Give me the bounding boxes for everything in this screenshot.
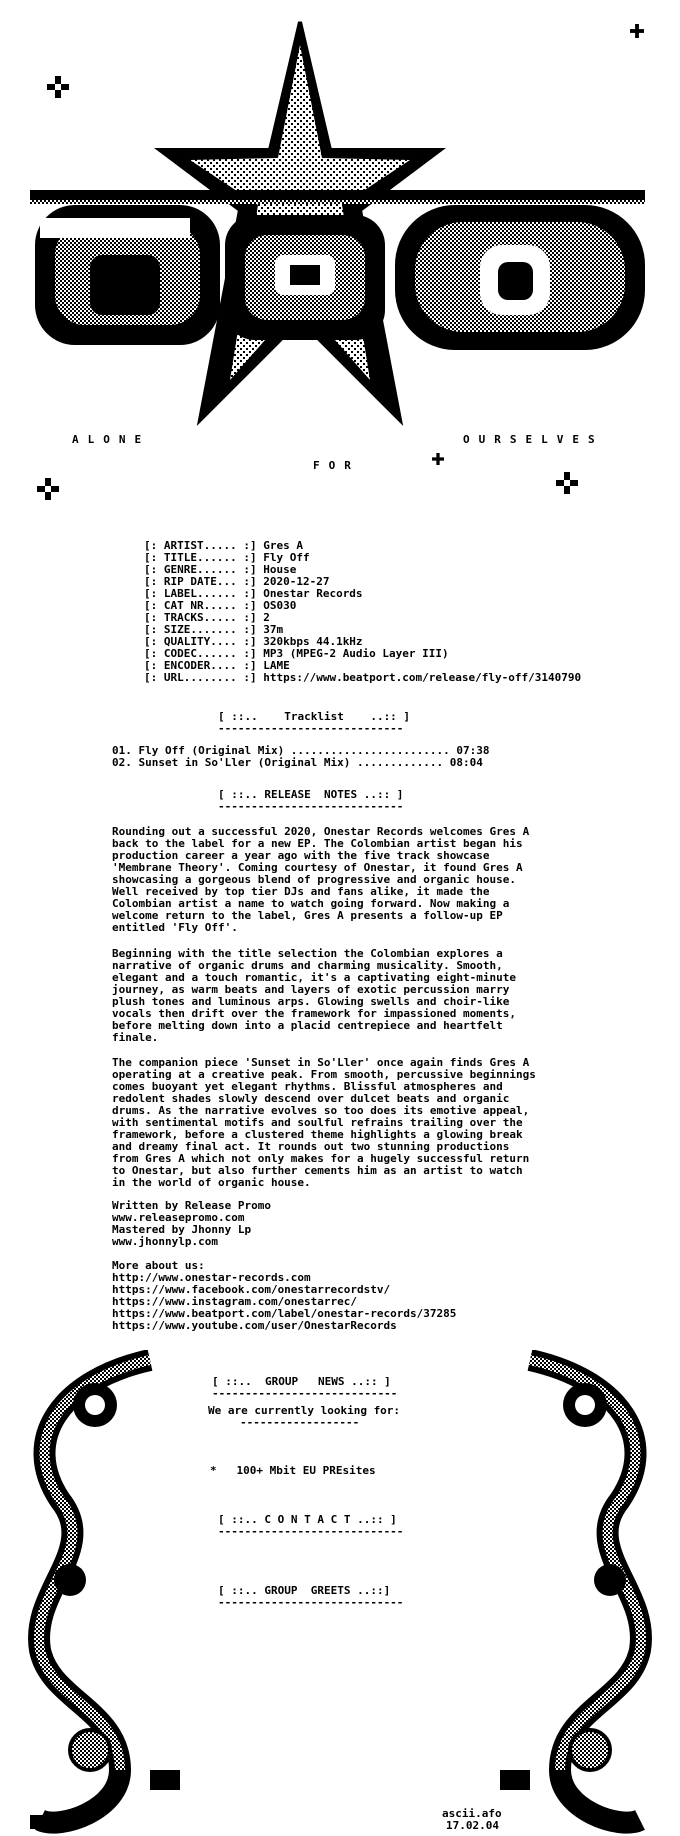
- notes-header: [ ::.. RELEASE NOTES ..:: ]: [218, 788, 404, 801]
- logo-word-ourselves: OURSELVES: [463, 433, 604, 446]
- sparkle-icon: [556, 472, 578, 494]
- meta-label: [: GENRE...... :]: [144, 563, 257, 576]
- group-news-rule: ----------------------------: [212, 1387, 398, 1400]
- tracklist-header: [ ::.. Tracklist ..:: ]: [218, 710, 411, 723]
- meta-value: 2: [263, 611, 270, 624]
- meta-label: [: CAT NR..... :]: [144, 599, 257, 612]
- group-news-header: [ ::.. GROUP NEWS ..:: ]: [212, 1375, 391, 1388]
- meta-label: [: SIZE....... :]: [144, 623, 257, 636]
- logo-word-for: FOR: [313, 459, 360, 472]
- meta-value: Fly Off: [263, 551, 310, 564]
- meta-value: LAME: [263, 659, 290, 672]
- meta-value: House: [263, 563, 297, 576]
- credits: Written by Release Promo www.releasepromo.com Mastered by Jhonny Lp www.jhonnylp.com: [112, 1199, 271, 1248]
- meta-label: [: ARTIST..... :]: [144, 539, 257, 552]
- meta-label: [: CODEC...... :]: [144, 647, 257, 660]
- release-meta: [144, 540, 581, 684]
- meta-value: Gres A: [263, 539, 303, 552]
- sparkle-icon: [432, 453, 444, 465]
- meta-value: MP3 (MPEG-2 Audio Layer III): [263, 647, 449, 660]
- meta-value: Onestar Records: [263, 587, 363, 600]
- sparkle-icon: [630, 24, 644, 38]
- notes-paragraph: Beginning with the title selection the Colombian explores a narrative of organic drums and charming musicality. Smooth, elegant and a touch romantic, it's a captivating eight-minute journey, as warm beats and layers of exotic percussion marry plush tones and luminous arps. Glowing swells and choir-like vocals then drift over the framework for impassioned moments, before melting down into a placid centrepiece and heartfelt finale.: [112, 947, 516, 1044]
- swirl-ornament-left: [0, 1350, 200, 1836]
- afo-logo: [0, 0, 680, 500]
- meta-value: OS030: [263, 599, 297, 612]
- meta-label: [: LABEL...... :]: [144, 587, 257, 600]
- meta-label: [: URL........ :]: [144, 671, 257, 684]
- meta-row: [144, 672, 581, 684]
- track-item: 02. Sunset in So'Ller (Original Mix) ............. 08:04: [112, 756, 483, 769]
- ascii-date: 17.02.04: [446, 1819, 499, 1832]
- notes-paragraph: Rounding out a successful 2020, Onestar Records welcomes Gres A back to the label for a new EP. The Colombian artist began his production career a year ago with the five track showcase 'Membrane Theory'. Coming courtesy of Onestar, it found Gres A showcasing a gorgeous blend of progressive and organic house. Well received by top tier DJs and fans alike, it made the Colombian artist a name to watch going forward. Now making a welcome return to the label, Gres A presents a follow-up EP entitled 'Fly Off'.: [112, 825, 530, 934]
- looking-for-text: We are currently looking for:: [208, 1404, 401, 1417]
- meta-label: [: RIP DATE... :]: [144, 575, 257, 588]
- meta-label: [: QUALITY.... :]: [144, 635, 257, 648]
- tracklist-rule: ----------------------------: [218, 722, 404, 735]
- meta-value: 320kbps 44.1kHz: [263, 635, 363, 648]
- greets-header: [ ::.. GROUP GREETS ..::]: [218, 1584, 391, 1597]
- looking-for-rule: ------------------: [240, 1416, 360, 1429]
- meta-label: [: TRACKS..... :]: [144, 611, 257, 624]
- sparkle-icon: [47, 76, 69, 98]
- links: More about us: http://www.onestar-records.com https://www.facebook.com/onestarrecordstv/ https://www.instagram.com/onestarrec/ https://www.beatport.com/label/onestar-records/37285 https://www.youtube.com/user/OnestarRecords: [112, 1259, 457, 1332]
- ascii-signature: ascii.afo: [442, 1807, 502, 1820]
- notes-paragraph: The companion piece 'Sunset in So'Ller' once again finds Gres A operating at a creative peak. From smooth, percussive beginnings comes buoyant yet elegant rhythms. Blissful atmospheres and redolent shades slowly descend over dulcet beats and organic drums. As the narrative evolves so too does its emotive appeal, with sentimental motifs and soulful refrains trailing over the framework, before a clustered theme highlights a glowing break and dreamy final act. It rounds out two stunning productions from Gres A which not only makes for a hugely successful return to Onestar, but also further cements him as an artist to watch in the world of organic house.: [112, 1056, 536, 1189]
- meta-value: 2020-12-27: [263, 575, 330, 588]
- greets-rule: ----------------------------: [218, 1596, 404, 1609]
- sparkle-icon: [37, 478, 59, 500]
- track-item: 01. Fly Off (Original Mix) ........................ 07:38: [112, 744, 490, 757]
- meta-value: https://www.beatport.com/release/fly-off/3140790: [263, 671, 582, 684]
- meta-value: 37m: [263, 623, 284, 636]
- looking-for-item: * 100+ Mbit EU PREsites: [210, 1464, 376, 1477]
- meta-label: [: ENCODER.... :]: [144, 659, 257, 672]
- contact-header: [ ::.. C O N T A C T ..:: ]: [218, 1513, 397, 1526]
- notes-rule: ----------------------------: [218, 800, 404, 813]
- contact-rule: ----------------------------: [218, 1525, 404, 1538]
- meta-label: [: TITLE...... :]: [144, 551, 257, 564]
- logo-word-alone: ALONE: [72, 433, 151, 446]
- swirl-ornament-right: [480, 1350, 680, 1836]
